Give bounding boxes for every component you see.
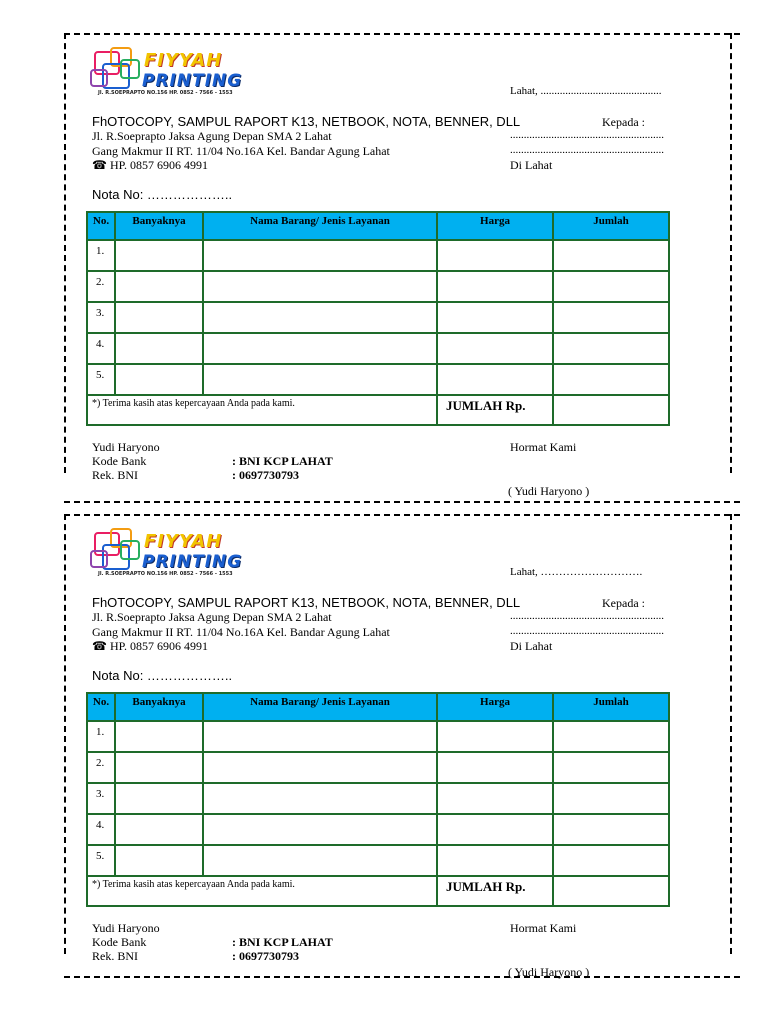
- row-number: 3.: [87, 783, 115, 814]
- logo-word-1: FIYYAH: [144, 50, 223, 71]
- date-line: Lahat, ……………………….: [510, 566, 643, 578]
- table-header-row: [87, 212, 669, 240]
- cut-line-middle: [64, 501, 740, 503]
- account-value: : 0697730793: [232, 949, 299, 963]
- header-item-name: Nama Barang/ Jenis Layanan: [203, 212, 437, 240]
- quantity-cell[interactable]: [115, 271, 203, 302]
- date-line: Lahat, ............................................: [510, 85, 662, 97]
- header-no: No.: [87, 212, 115, 240]
- receipt-note-1: [64, 33, 732, 498]
- recipient-blank-2: ........................................................: [510, 625, 664, 637]
- item-name-cell[interactable]: [203, 721, 437, 752]
- recipient-city: Di Lahat: [510, 158, 553, 172]
- account-label: Rek. BNI: [92, 468, 138, 482]
- table-footer-row: [87, 395, 669, 425]
- nota-number: Nota No: ………………..: [92, 187, 233, 202]
- item-name-cell[interactable]: [203, 783, 437, 814]
- bank-code-value: : BNI KCP LAHAT: [232, 935, 333, 949]
- recipient-blank-1: ........................................................: [510, 610, 664, 622]
- total-label: JUMLAH Rp.: [437, 395, 553, 425]
- amount-cell[interactable]: [553, 364, 669, 395]
- row-number: 5.: [87, 845, 115, 876]
- phone-line: [92, 158, 208, 173]
- quantity-cell[interactable]: [115, 752, 203, 783]
- table-row: [87, 240, 669, 271]
- amount-cell[interactable]: [553, 845, 669, 876]
- header-amount: Jumlah: [553, 212, 669, 240]
- row-number: 4.: [87, 814, 115, 845]
- address-line-1: Jl. R.Soeprapto Jaksa Agung Depan SMA 2 Lahat: [92, 610, 332, 624]
- price-cell[interactable]: [437, 752, 553, 783]
- phone-line: [92, 639, 208, 654]
- table-header-row: [87, 693, 669, 721]
- recipient-label: Kepada :: [602, 115, 645, 129]
- thanks-note: *) Terima kasih atas kepercayaan Anda pada kami.: [87, 876, 437, 906]
- recipient-blank-1: ........................................................: [510, 129, 664, 141]
- price-cell[interactable]: [437, 240, 553, 271]
- quantity-cell[interactable]: [115, 302, 203, 333]
- quantity-cell[interactable]: [115, 783, 203, 814]
- item-name-cell[interactable]: [203, 271, 437, 302]
- cut-line-bottom: [64, 976, 740, 978]
- regards-label: Hormat Kami: [510, 440, 577, 454]
- row-number: 4.: [87, 333, 115, 364]
- company-logo: [88, 47, 243, 96]
- table-row: [87, 845, 669, 876]
- price-cell[interactable]: [437, 364, 553, 395]
- row-number: 2.: [87, 752, 115, 783]
- receipt-note-2: [64, 514, 732, 979]
- phone-icon: ☎: [92, 639, 107, 653]
- phone-number: HP. 0857 6906 4991: [109, 639, 208, 653]
- row-number: 3.: [87, 302, 115, 333]
- quantity-cell[interactable]: [115, 333, 203, 364]
- logo-address: Jl. R.SOEPRAPTO NO.156 HP. 0852 - 7566 - 1553: [98, 571, 233, 577]
- header-price: Harga: [437, 693, 553, 721]
- recipient-city: Di Lahat: [510, 639, 553, 653]
- price-cell[interactable]: [437, 721, 553, 752]
- quantity-cell[interactable]: [115, 364, 203, 395]
- total-label: JUMLAH Rp.: [437, 876, 553, 906]
- items-table: [86, 692, 670, 907]
- quantity-cell[interactable]: [115, 721, 203, 752]
- nota-number: Nota No: ………………..: [92, 668, 233, 683]
- total-amount-cell[interactable]: [553, 876, 669, 906]
- row-number: 5.: [87, 364, 115, 395]
- table-row: [87, 333, 669, 364]
- thanks-note: *) Terima kasih atas kepercayaan Anda pada kami.: [87, 395, 437, 425]
- item-name-cell[interactable]: [203, 814, 437, 845]
- owner-name: Yudi Haryono: [92, 440, 160, 454]
- phone-icon: ☎: [92, 158, 107, 172]
- header-no: No.: [87, 693, 115, 721]
- amount-cell[interactable]: [553, 302, 669, 333]
- item-name-cell[interactable]: [203, 845, 437, 876]
- logo-address: Jl. R.SOEPRAPTO NO.156 HP. 0852 - 7566 - 1553: [98, 90, 233, 96]
- price-cell[interactable]: [437, 814, 553, 845]
- amount-cell[interactable]: [553, 240, 669, 271]
- address-line-2: Gang Makmur II RT. 11/04 No.16A Kel. Bandar Agung Lahat: [92, 625, 390, 639]
- signature-name: ( Yudi Haryono ): [508, 484, 590, 498]
- item-name-cell[interactable]: [203, 240, 437, 271]
- bank-code-label: Kode Bank: [92, 935, 147, 949]
- price-cell[interactable]: [437, 333, 553, 364]
- amount-cell[interactable]: [553, 271, 669, 302]
- header-quantity: Banyaknya: [115, 693, 203, 721]
- table-row: [87, 364, 669, 395]
- recipient-blank-2: ........................................................: [510, 144, 664, 156]
- quantity-cell[interactable]: [115, 814, 203, 845]
- item-name-cell[interactable]: [203, 302, 437, 333]
- items-table: [86, 211, 670, 426]
- table-row: [87, 721, 669, 752]
- total-amount-cell[interactable]: [553, 395, 669, 425]
- address-line-1: Jl. R.Soeprapto Jaksa Agung Depan SMA 2 Lahat: [92, 129, 332, 143]
- services-line: FhOTOCOPY, SAMPUL RAPORT K13, NETBOOK, NOTA, BENNER, DLL: [92, 114, 521, 129]
- item-name-cell[interactable]: [203, 364, 437, 395]
- amount-cell[interactable]: [553, 752, 669, 783]
- header-amount: Jumlah: [553, 693, 669, 721]
- row-number: 1.: [87, 721, 115, 752]
- header-price: Harga: [437, 212, 553, 240]
- amount-cell[interactable]: [553, 783, 669, 814]
- phone-number: HP. 0857 6906 4991: [109, 158, 208, 172]
- account-value: : 0697730793: [232, 468, 299, 482]
- table-row: [87, 814, 669, 845]
- table-row: [87, 302, 669, 333]
- signature-name: ( Yudi Haryono ): [508, 965, 590, 979]
- table-row: [87, 783, 669, 814]
- table-row: [87, 271, 669, 302]
- row-number: 2.: [87, 271, 115, 302]
- amount-cell[interactable]: [553, 333, 669, 364]
- services-line: FhOTOCOPY, SAMPUL RAPORT K13, NETBOOK, NOTA, BENNER, DLL: [92, 595, 521, 610]
- table-footer-row: [87, 876, 669, 906]
- price-cell[interactable]: [437, 845, 553, 876]
- amount-cell[interactable]: [553, 814, 669, 845]
- item-name-cell[interactable]: [203, 333, 437, 364]
- bank-code-label: Kode Bank: [92, 454, 147, 468]
- company-logo: [88, 528, 243, 577]
- header-quantity: Banyaknya: [115, 212, 203, 240]
- quantity-cell[interactable]: [115, 240, 203, 271]
- item-name-cell[interactable]: [203, 752, 437, 783]
- header-item-name: Nama Barang/ Jenis Layanan: [203, 693, 437, 721]
- bank-code-value: : BNI KCP LAHAT: [232, 454, 333, 468]
- owner-name: Yudi Haryono: [92, 921, 160, 935]
- row-number: 1.: [87, 240, 115, 271]
- price-cell[interactable]: [437, 302, 553, 333]
- logo-word-2: PRINTING: [142, 71, 243, 91]
- quantity-cell[interactable]: [115, 845, 203, 876]
- regards-label: Hormat Kami: [510, 921, 577, 935]
- account-label: Rek. BNI: [92, 949, 138, 963]
- price-cell[interactable]: [437, 271, 553, 302]
- recipient-label: Kepada :: [602, 596, 645, 610]
- price-cell[interactable]: [437, 783, 553, 814]
- logo-word-1: FIYYAH: [144, 531, 223, 552]
- amount-cell[interactable]: [553, 721, 669, 752]
- address-line-2: Gang Makmur II RT. 11/04 No.16A Kel. Bandar Agung Lahat: [92, 144, 390, 158]
- table-row: [87, 752, 669, 783]
- logo-word-2: PRINTING: [142, 552, 243, 572]
